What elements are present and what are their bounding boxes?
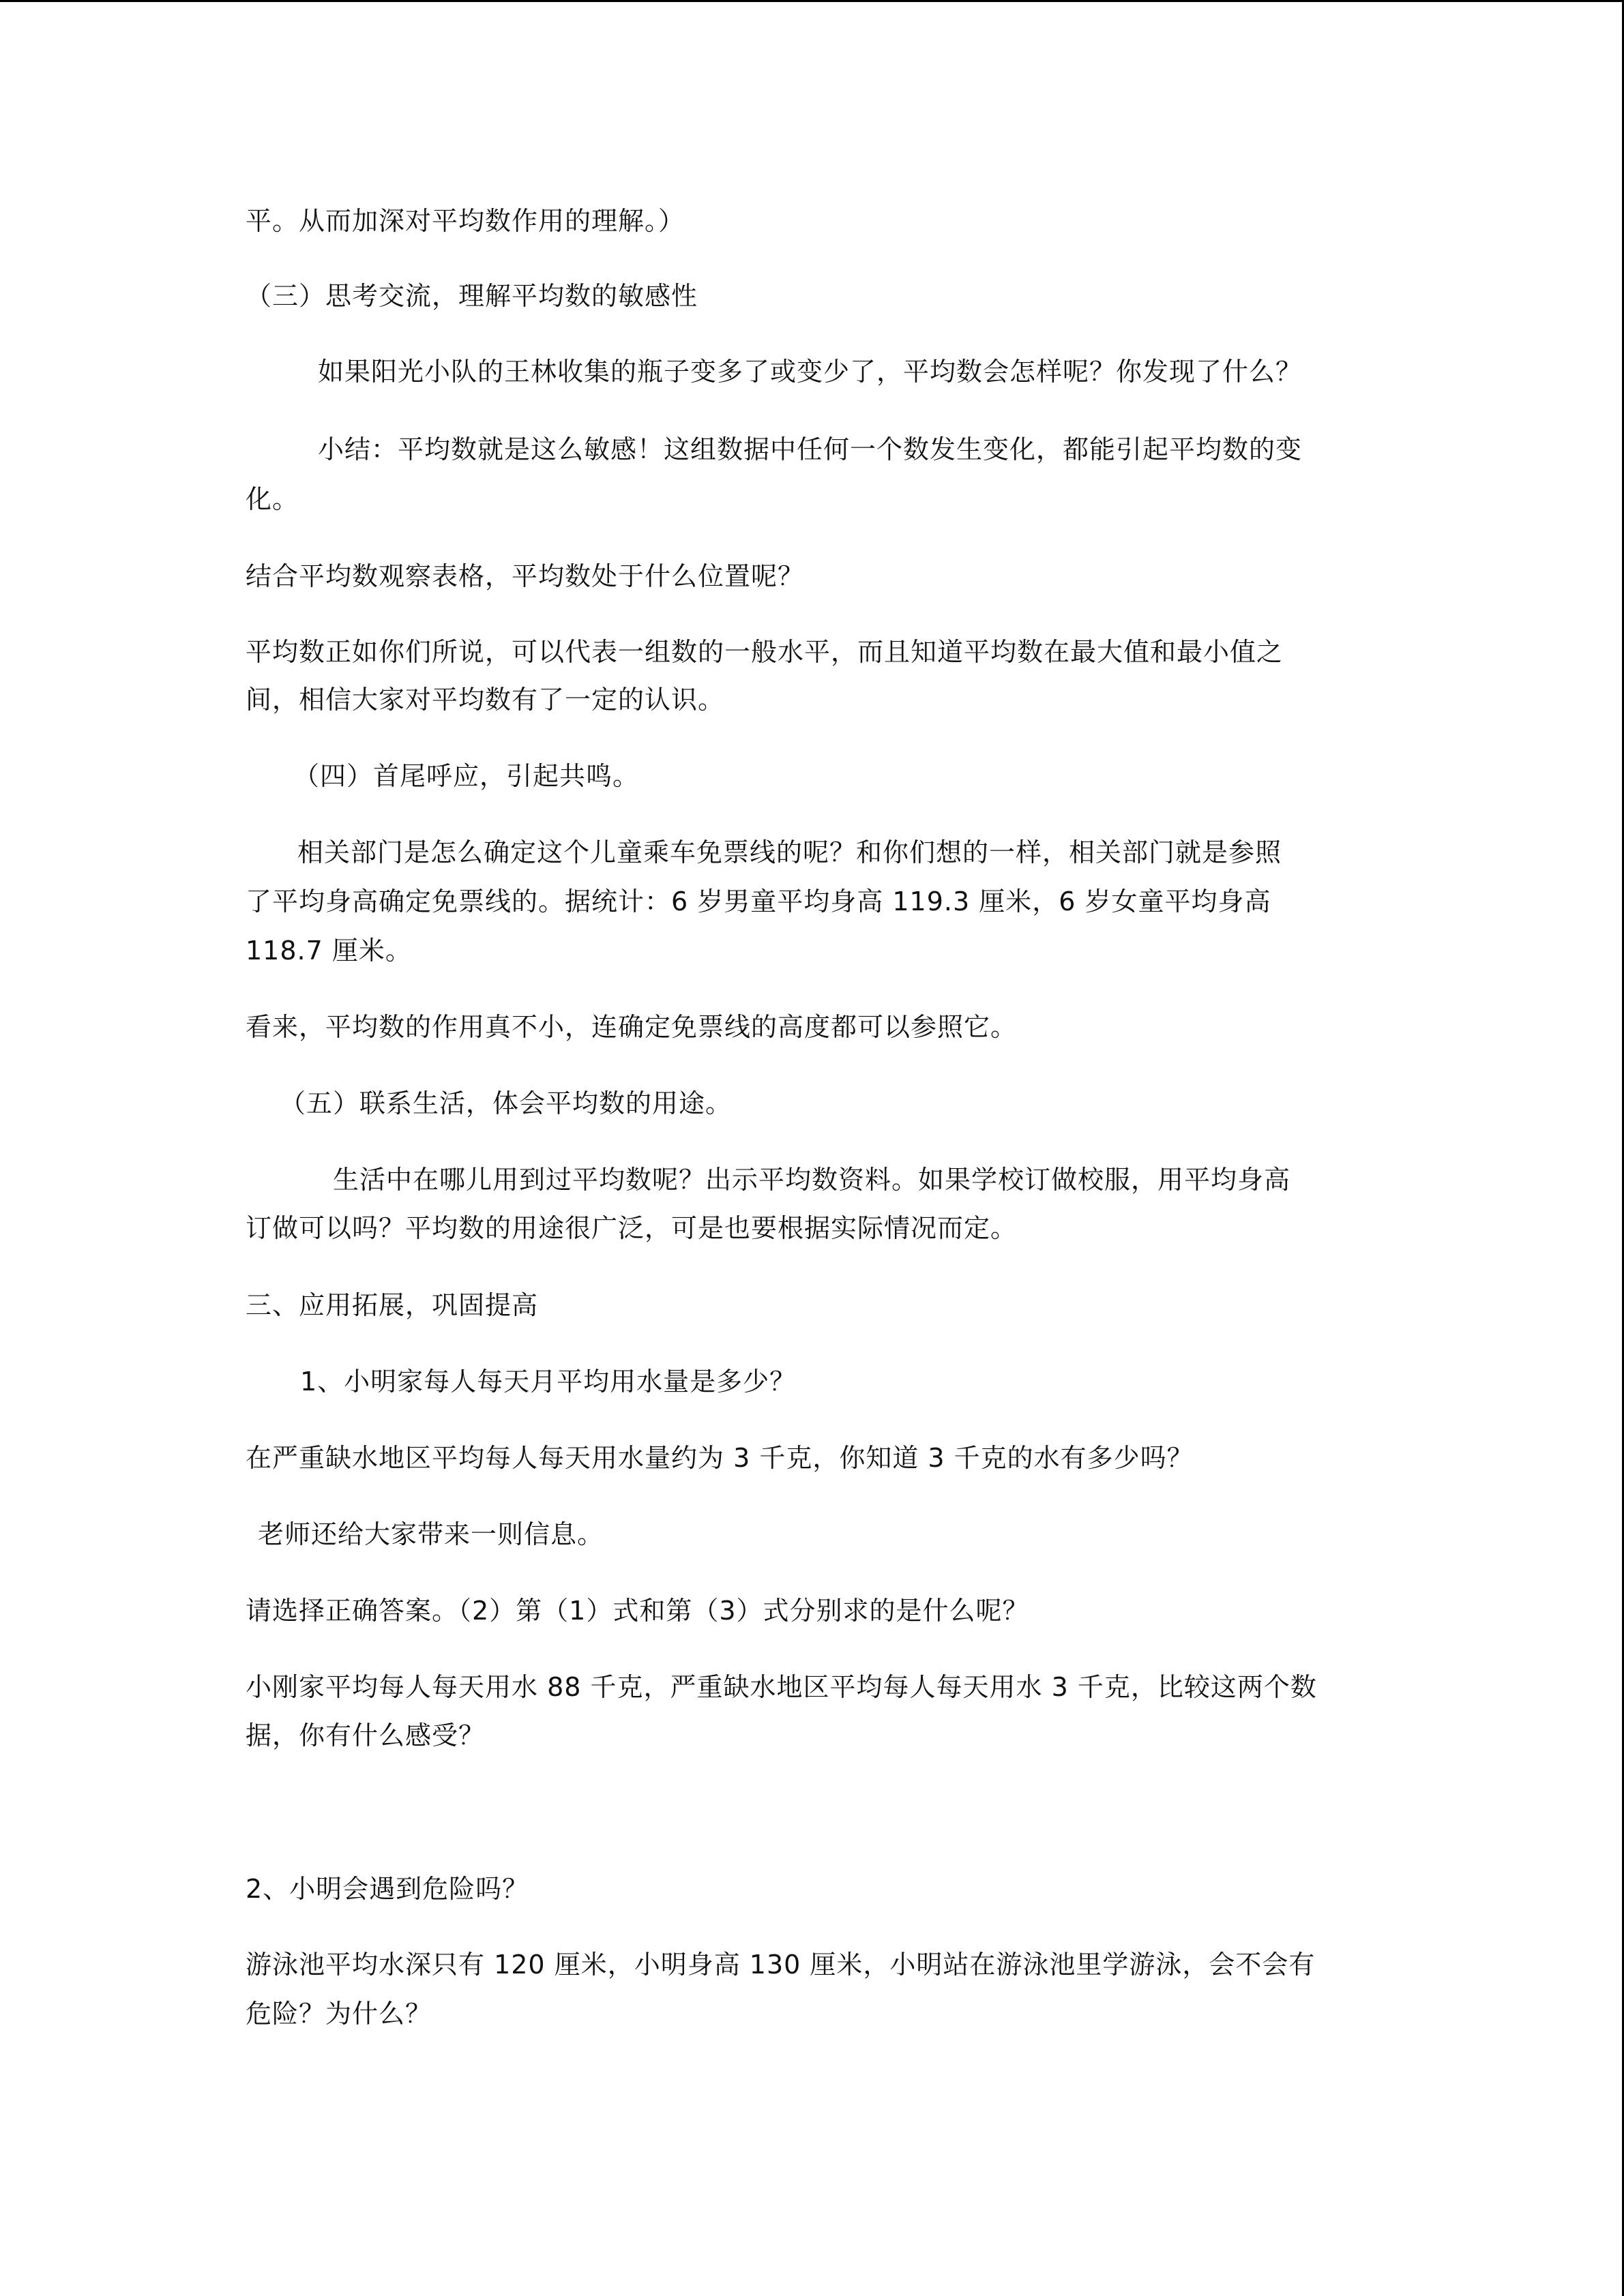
text-line: 请选择正确答案。（2）第（1）式和第（3）式分别求的是什么呢？: [246, 1596, 1029, 1626]
text-line: 相关部门是怎么确定这个儿童乘车免票线的呢？和你们想的一样，相关部门就是参照: [297, 837, 1282, 867]
text-line: 据，你有什么感受？: [246, 1720, 486, 1750]
text-line: 118.7 厘米。: [246, 936, 412, 966]
text-line: 生活中在哪儿用到过平均数呢？出示平均数资料。如果学校订做校服，用平均身高: [333, 1165, 1291, 1195]
text-line: 危险？为什么？: [246, 1999, 432, 2029]
text-line: 如果阳光小队的王林收集的瓶子变多了或变少了，平均数会怎样呢？你发现了什么？: [318, 357, 1303, 387]
text-line: 化。: [246, 484, 299, 514]
text-line: 间，相信大家对平均数有了一定的认识。: [246, 685, 725, 715]
text-line: 平均数正如你们所说，可以代表一组数的一般水平，而且知道平均数在最大值和最小值之: [246, 637, 1284, 667]
text-line: 老师还给大家带来一则信息。: [258, 1519, 604, 1549]
text-line: 小刚家平均每人每天用水 88 千克，严重缺水地区平均每人每天用水 3 千克，比较这两个数: [246, 1672, 1317, 1702]
text-line: 小结：平均数就是这么敏感！这组数据中任何一个数发生变化，都能引起平均数的变: [318, 434, 1303, 464]
section-heading: 三、应用拓展，巩固提高: [246, 1290, 539, 1320]
text-line: 订做可以吗？平均数的用途很广泛，可是也要根据实际情况而定。: [246, 1213, 1018, 1243]
text-line: 了平均身高确定免票线的。据统计：6 岁男童平均身高 119.3 厘米，6 岁女童平均身高: [246, 886, 1271, 916]
section-heading: （五）联系生活，体会平均数的用途。: [280, 1088, 733, 1118]
question-heading: 2、小明会遇到危险吗？: [246, 1874, 529, 1904]
question-heading: 1、小明家每人每天月平均用水量是多少？: [300, 1367, 797, 1397]
section-heading: （三）思考交流，理解平均数的敏感性: [246, 281, 698, 311]
section-heading: （四）首尾呼应，引起共鸣。: [293, 761, 640, 791]
text-line: 在严重缺水地区平均每人每天用水量约为 3 千克，你知道 3 千克的水有多少吗？: [246, 1443, 1194, 1473]
text-line: 游泳池平均水深只有 120 厘米，小明身高 130 厘米，小明站在游泳池里学游泳，会不会有: [246, 1950, 1316, 1980]
text-line: 看来，平均数的作用真不小，连确定免票线的高度都可以参照它。: [246, 1012, 1018, 1042]
text-line: 结合平均数观察表格，平均数处于什么位置呢？: [246, 561, 805, 591]
text-line: 平。从而加深对平均数作用的理解。）: [246, 206, 685, 236]
